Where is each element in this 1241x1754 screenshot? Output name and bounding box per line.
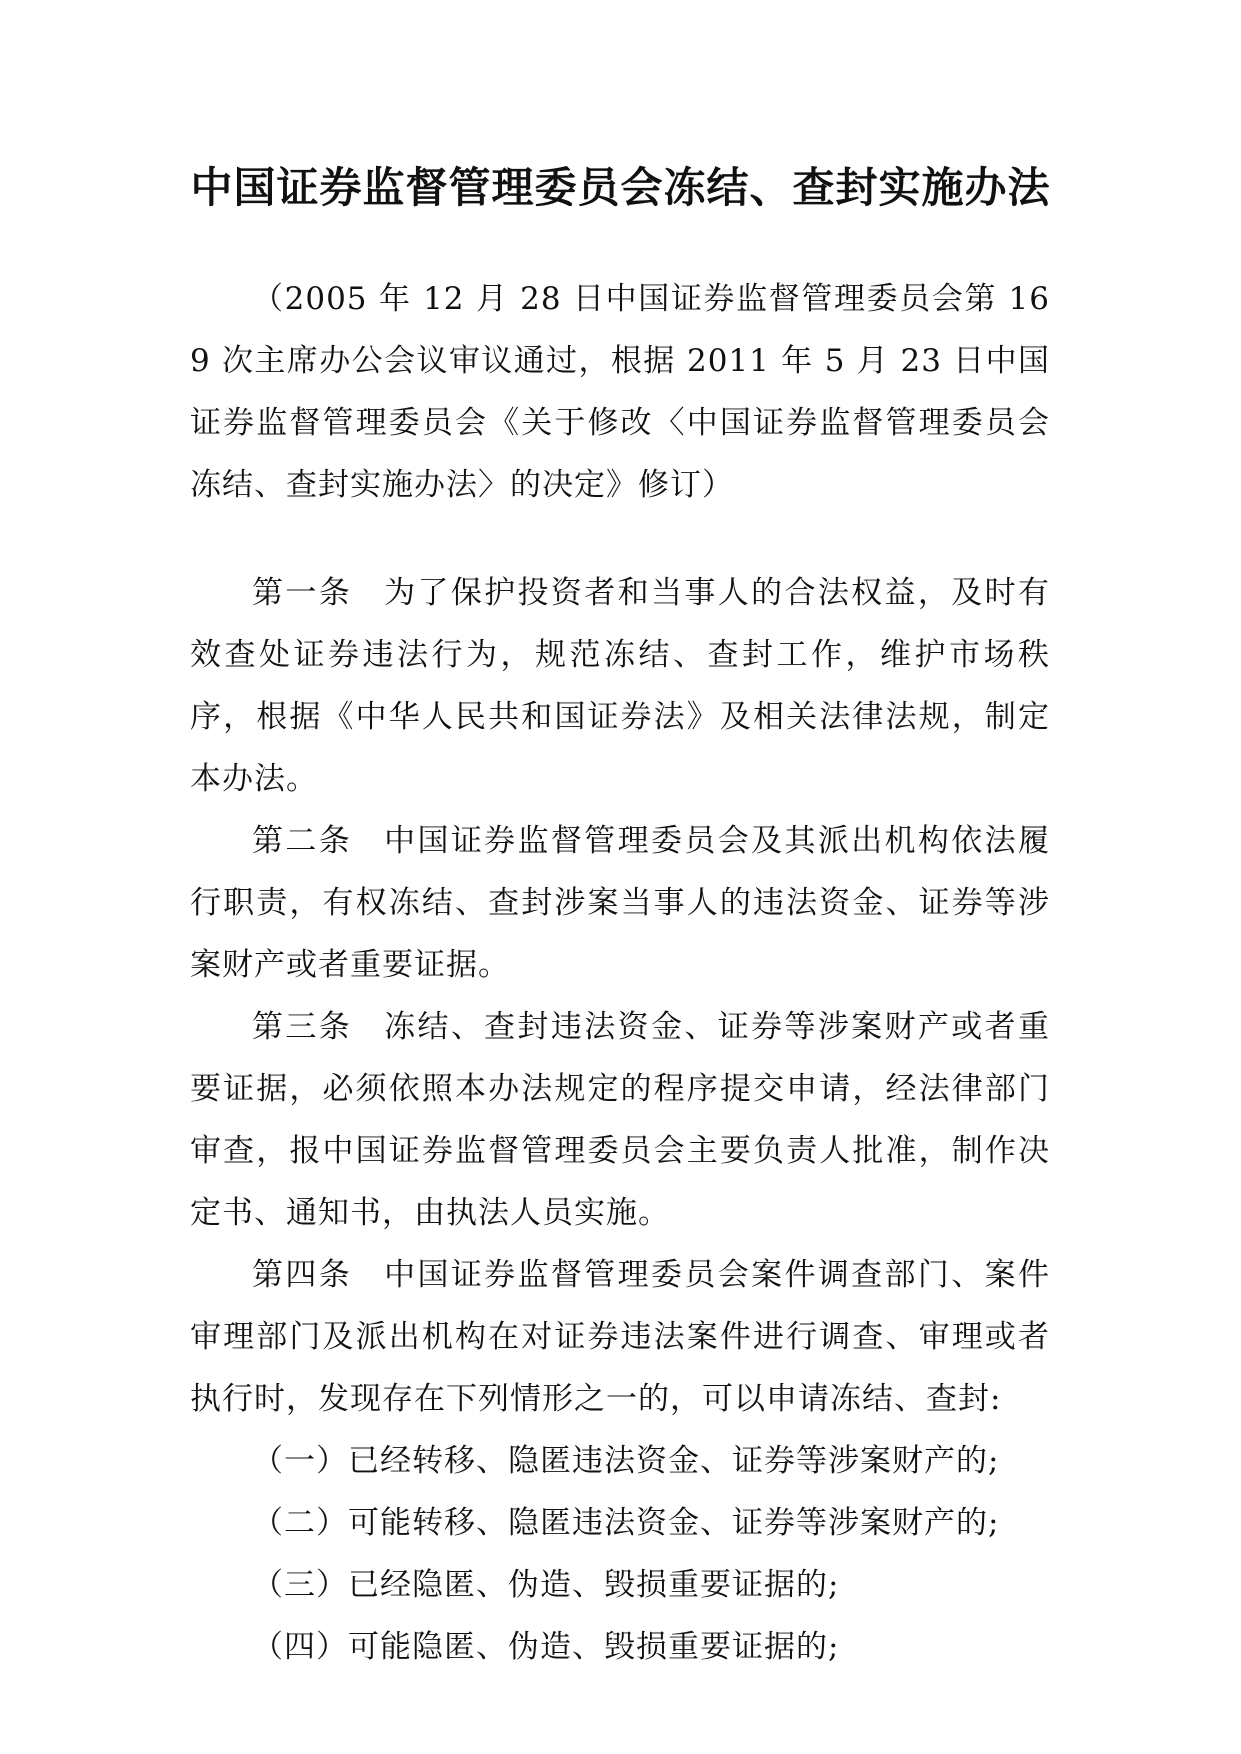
article-2-text: 中国证券监督管理委员会及其派出机构依法履行职责，有权冻结、查封涉案当事人的违法资金、证券等涉案财产或者重要证据。 — [190, 823, 1051, 983]
articles-section — [190, 562, 1050, 1678]
article-2-heading: 第二条 — [252, 823, 353, 859]
list-item-1: （一）已经转移、隐匿违法资金、证券等涉案财产的; — [252, 1443, 1000, 1479]
article-4-heading: 第四条 — [252, 1257, 353, 1293]
article-4 — [190, 1244, 1050, 1430]
list-item-3: （三）已经隐匿、伪造、毁损重要证据的; — [252, 1567, 840, 1603]
article-3-heading: 第三条 — [252, 1009, 353, 1045]
article-1-heading: 第一条 — [252, 575, 353, 611]
list-item-2: （二）可能转移、隐匿违法资金、证券等涉案财产的; — [252, 1505, 1000, 1541]
list-item-4: （四）可能隐匿、伪造、毁损重要证据的; — [252, 1629, 840, 1665]
document-title: 中国证券监督管理委员会冻结、查封实施办法 — [190, 163, 1051, 212]
article-1 — [190, 562, 1050, 810]
article-3 — [190, 996, 1050, 1244]
article-3-text: 冻结、查封违法资金、证券等涉案财产或者重要证据，必须依照本办法规定的程序提交申请，经法律部门审查，报中国证券监督管理委员会主要负责人批准，制作决定书、通知书，由执法人员实施。 — [190, 1009, 1051, 1231]
article-2 — [190, 810, 1050, 996]
article-4-text: 中国证券监督管理委员会案件调查部门、案件审理部门及派出机构在对证券违法案件进行调查、审理或者执行时，发现存在下列情形之一的，可以申请冻结、查封: — [190, 1257, 1051, 1417]
article-1-text: 为了保护投资者和当事人的合法权益，及时有效查处证券违法行为，规范冻结、查封工作，维护市场秩序，根据《中华人民共和国证券法》及相关法律法规，制定本办法。 — [190, 575, 1051, 797]
revision-note: （2005 年 12 月 28 日中国证券监督管理委员会第 169 次主席办公会议审议通过，根据 2011 年 5 月 23 日中国证券监督管理委员会《关于修改〈中国证券监督管理委员会冻结、查封实施办法〉的决定》修订） — [190, 281, 1050, 503]
